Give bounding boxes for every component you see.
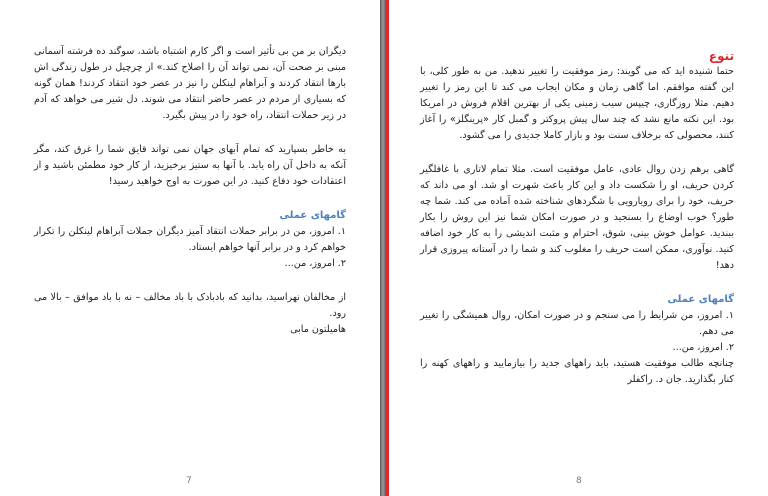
left-action-step-1: ۱. امروز، من در برابر حملات انتقاد آمیز دیگران جملات آبراهام لینکلن را تکرار خواهم کرد و در برابر آنها خواهم ایستاد. bbox=[34, 226, 346, 253]
right-page-content bbox=[420, 48, 734, 388]
left-page-number: 7 bbox=[186, 476, 192, 486]
left-section-heading: گامهای عملی bbox=[279, 210, 346, 221]
right-action-step-2: ۲. امروز، من... bbox=[672, 342, 734, 353]
left-paragraph-1: دیگران بر من بی تأثیر است و اگر کارم اشتباه باشد، سوگند ده فرشته آسمانی مبنی بر صحت آن، نمی تواند آن را اصلاح کند.» از چرچیل در طول زندگی اش بارها انتقاد کردند و آبراهام لینکلن را نیز در عصر خود انتقاد کردند! همان گونه که بسیاری از مردم در عصر حاضر انتقاد می شوند. دل شیر می خواهد که آدم در زیر حملات انتقاد، راه خود را در پیش بگیرد. bbox=[34, 46, 346, 121]
right-paragraph-1: حتما شنیده اید که می گویند: رمز موفقیت را تغییر ندهید. من به طور کلی، با این گفته موافقم. اما گاهی زمان و مکان ایجاب می کند تا این رمز را تغییر دهیم. مثلا روزگاری، چیپس سیب زمینی یکی از بهترین اقلام فروش در امریکا بود. این نکته مانع نشد که چند سال پیش پروکتر و گمبل کار «پرینگلز» را آغاز کنند، محصولی که برخلاف سنت بود و بازار کاملا جدیدی را می گشود. bbox=[420, 66, 734, 141]
left-quote: از مخالفان نهراسید، بدانید که بادبادک با باد مخالف – نه با باد موافق – بالا می رود. bbox=[34, 292, 346, 319]
left-page-content bbox=[34, 44, 346, 338]
left-paragraph-2: به خاطر بسپارید که تمام آبهای جهان نمی تواند قایق شما را غرق کند، مگر آنکه به داخل آن راه یابد. با آنها به ستیز برخیزید، از کار خود مطمئن باشید و از اعتقادات خود دفاع کنید. در این صورت به اوج خواهید رسید! bbox=[34, 144, 346, 187]
right-page bbox=[386, 0, 768, 496]
right-paragraph-2: گاهی برهم زدن روال عادی، عامل موفقیت است. مثلا تمام لاتاری با غافلگیر کردن حریف، او را شکست داد و این کار باعث شهرت او شد. او می داند که حریف، خود را برای رویارویی با شگردهای شناخته شده آماده می کند. شما چه طور؟ خوب اوضاع را بسنجید و در صورت امکان شما نیز این روش را بکار ببندید. عوامل خوش بینی، شوق، احترام و مثبت اندیشی را به کار خود اضافه کنید. نوآوری، ممکن است حریف را مغلوب کند و شما را در آستانه پیروزی قرار دهد! bbox=[420, 164, 734, 271]
right-quote: چنانچه طالب موفقیت هستید، باید راههای جدید را بیازمایید و راههای کهنه را کنار بگذارید. جان د. راکفلر bbox=[420, 358, 734, 385]
right-page-title: تنوع bbox=[708, 49, 734, 63]
left-page bbox=[0, 0, 380, 496]
left-action-step-2: ۲. امروز، من... bbox=[284, 258, 346, 269]
right-section-heading: گامهای عملی bbox=[667, 294, 734, 305]
page-edge-marker bbox=[386, 0, 389, 496]
right-page-number: 8 bbox=[576, 476, 582, 486]
right-action-step-1: ۱. امروز، من شرایط را می سنجم و در صورت امکان، روال همیشگی را تغییر می دهم. bbox=[420, 310, 734, 337]
left-quote-author: هامیلتون مابی bbox=[290, 324, 346, 335]
